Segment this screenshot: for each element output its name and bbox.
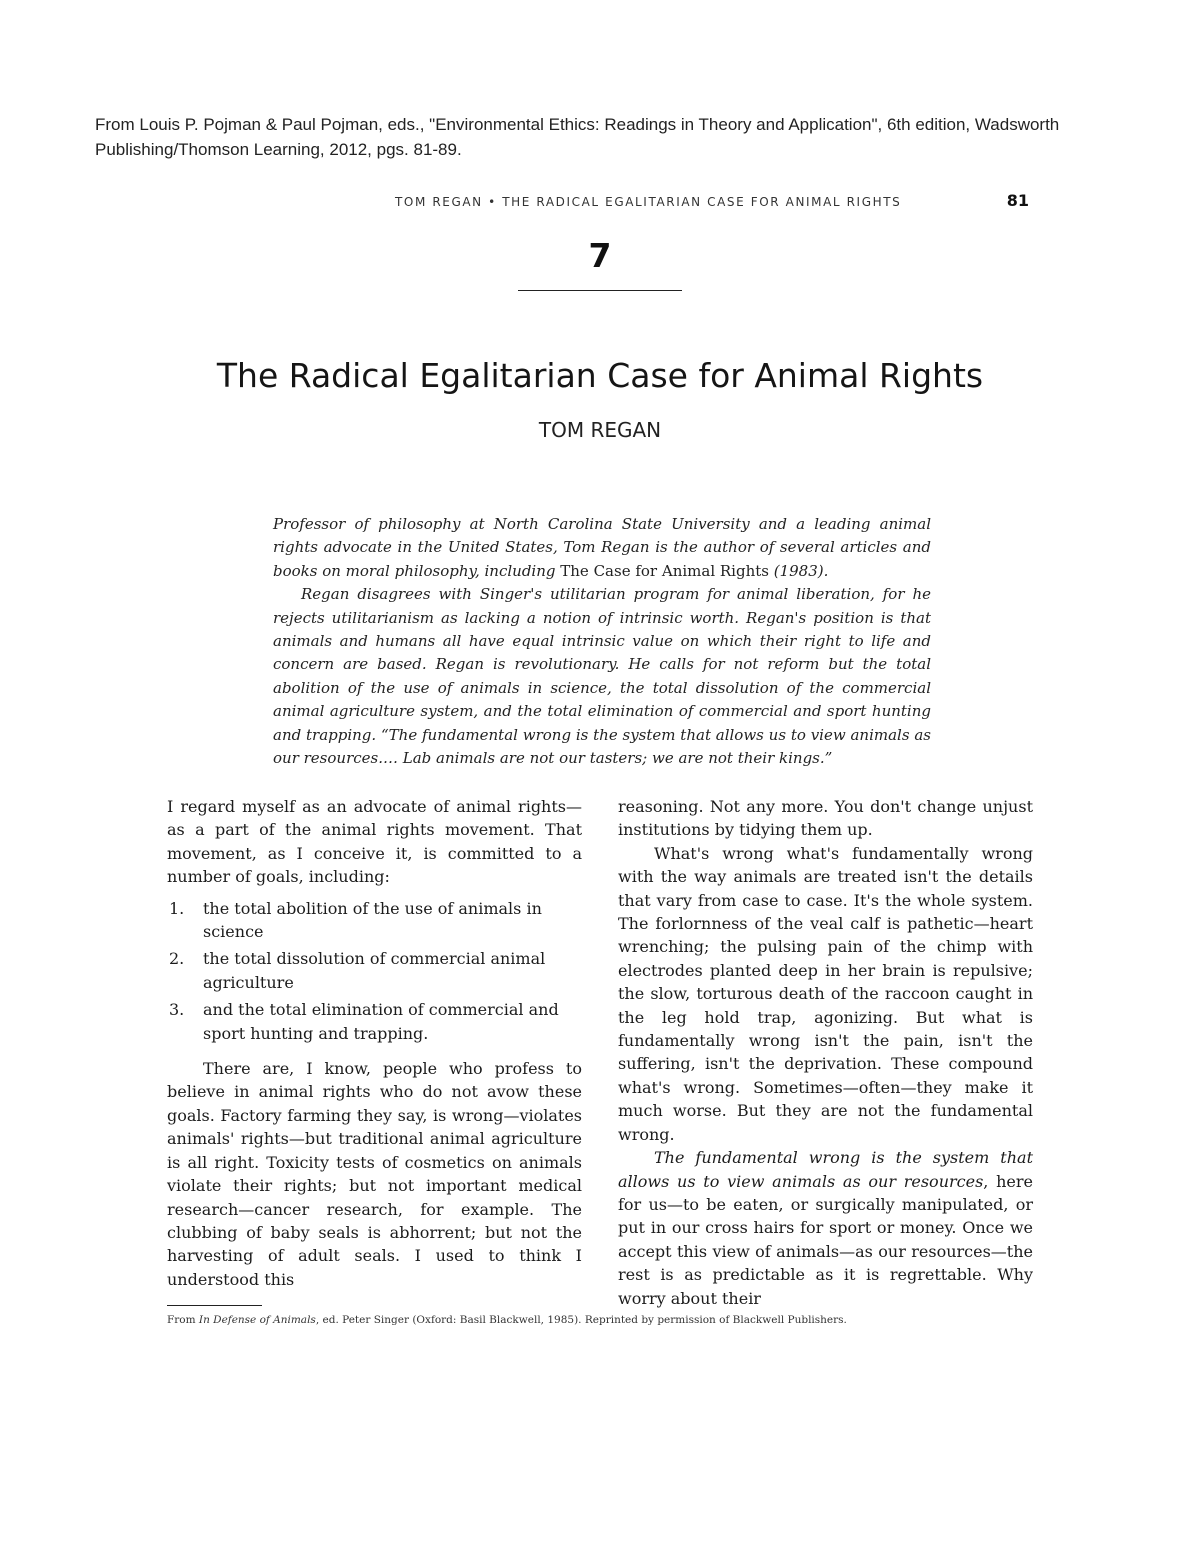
footnote-text: , ed. Peter Singer (Oxford: Basil Blackwell, 1985). Reprinted by permission of Blackwell Publishers. [315, 1314, 847, 1326]
body-paragraph: reasoning. Not any more. You don't change unjust institutions by tidying them up. [618, 797, 1033, 840]
source-note: From Louis P. Pojman & Paul Pojman, eds., "Environmental Ethics: Readings in Theory and Application", 6th edition, Wadsworth Publishing/Thomson Learning, 2012, pgs. 81-89. [95, 115, 1060, 159]
list-number: 3. [169, 1000, 185, 1020]
body-paragraph [618, 1146, 1033, 1310]
body-column-left [167, 795, 582, 1291]
book-title: The Case for Animal Rights [560, 561, 769, 580]
list-text: the total dissolution of commercial animal agriculture [203, 949, 546, 992]
list-number: 2. [169, 949, 185, 969]
list-text: the total abolition of the use of animals in science [203, 898, 542, 942]
list-number: 1. [169, 898, 185, 918]
abstract-paragraph-1 [273, 513, 931, 583]
chapter-divider [518, 290, 682, 291]
author-abstract [273, 513, 931, 770]
list-item [167, 897, 582, 944]
body-column-right [618, 795, 1033, 1310]
goals-list [167, 897, 582, 1045]
body-text: , here for us—to be eaten, or surgically manipulated, or put in our cross hairs for sport or money. Once we accept this view of animals—as our resources—the rest is as predictable as it is regrettable. Why worry about their [618, 1171, 1034, 1308]
footnote-divider [167, 1305, 262, 1306]
footnote-text: From [167, 1314, 199, 1326]
list-item [167, 998, 582, 1045]
body-paragraph: What's wrong what's fundamentally wrong with the way animals are treated isn't the details that vary from case to case. It's the whole system. The forlornness of the veal calf is pathetic—heart wrenching; the pulsing pain of the chimp with electrodes planted deep in her brain is repulsive; the slow, torturous death of the raccoon caught in the leg hold trap, agonizing. But what is fundamentally wrong isn't the pain, isn't the suffering, isn't the deprivation. These compound what's wrong. Sometimes—often—they make it much worse. But they are not the fundamental wrong. [618, 843, 1033, 1144]
running-head-text: TOM REGAN • THE RADICAL EGALITARIAN CASE FOR ANIMAL RIGHTS [395, 195, 902, 209]
list-item [167, 947, 582, 994]
body-paragraph: There are, I know, people who profess to believe in animal rights who do not avow these goals. Factory farming they say, is wrong—violates animals' rights—but traditional animal agriculture is all right. Toxicity tests of cosmetics on animals violate their rights; but not important medical research—cancer research, for example. The clubbing of baby seals is abhorrent; but not the harvesting of adult seals. I used to think I understood this [167, 1059, 582, 1289]
page-number: 81 [1006, 191, 1029, 210]
footnote-book-title: In Defense of Animals [198, 1314, 316, 1326]
footnote [167, 1314, 1067, 1326]
abstract-text: (1983). [768, 561, 829, 580]
list-text: and the total elimination of commercial and sport hunting and trapping. [203, 1000, 559, 1043]
body-paragraph: I regard myself as an advocate of animal rights—as a part of the animal rights movement. That movement, as I conceive it, is committed to a number of goals, including: [167, 797, 582, 887]
abstract-text: Professor of philosophy at North Carolina State University and a leading animal rights advocate in the United States, Tom Regan is the author of several articles and books on moral philosophy, including [273, 515, 931, 580]
running-head [395, 191, 1035, 210]
article-author: TOM REGAN [538, 418, 662, 442]
abstract-paragraph-2: Regan disagrees with Singer's utilitarian program for animal liberation, for he rejects utilitarianism as lacking a notion of intrinsic worth. Regan's position is that animals and humans all have equal intrinsic value on which their right to life and concern are based. Regan is revolutionary. He calls for not reform but the total abolition of the use of animals in science, the total dissolution of the commercial animal agriculture system, and the total elimination of commercial and sport hunting and trapping. “The fundamental wrong is the system that allows us to view animals as our resources.… Lab animals are not our tasters; we are not their kings.” [273, 585, 931, 768]
emphasis-text: The fundamental wrong is the system that allows us to view animals as our resources [618, 1148, 1033, 1191]
chapter-number: 7 [588, 236, 612, 275]
article-title: The Radical Egalitarian Case for Animal Rights [216, 356, 984, 395]
